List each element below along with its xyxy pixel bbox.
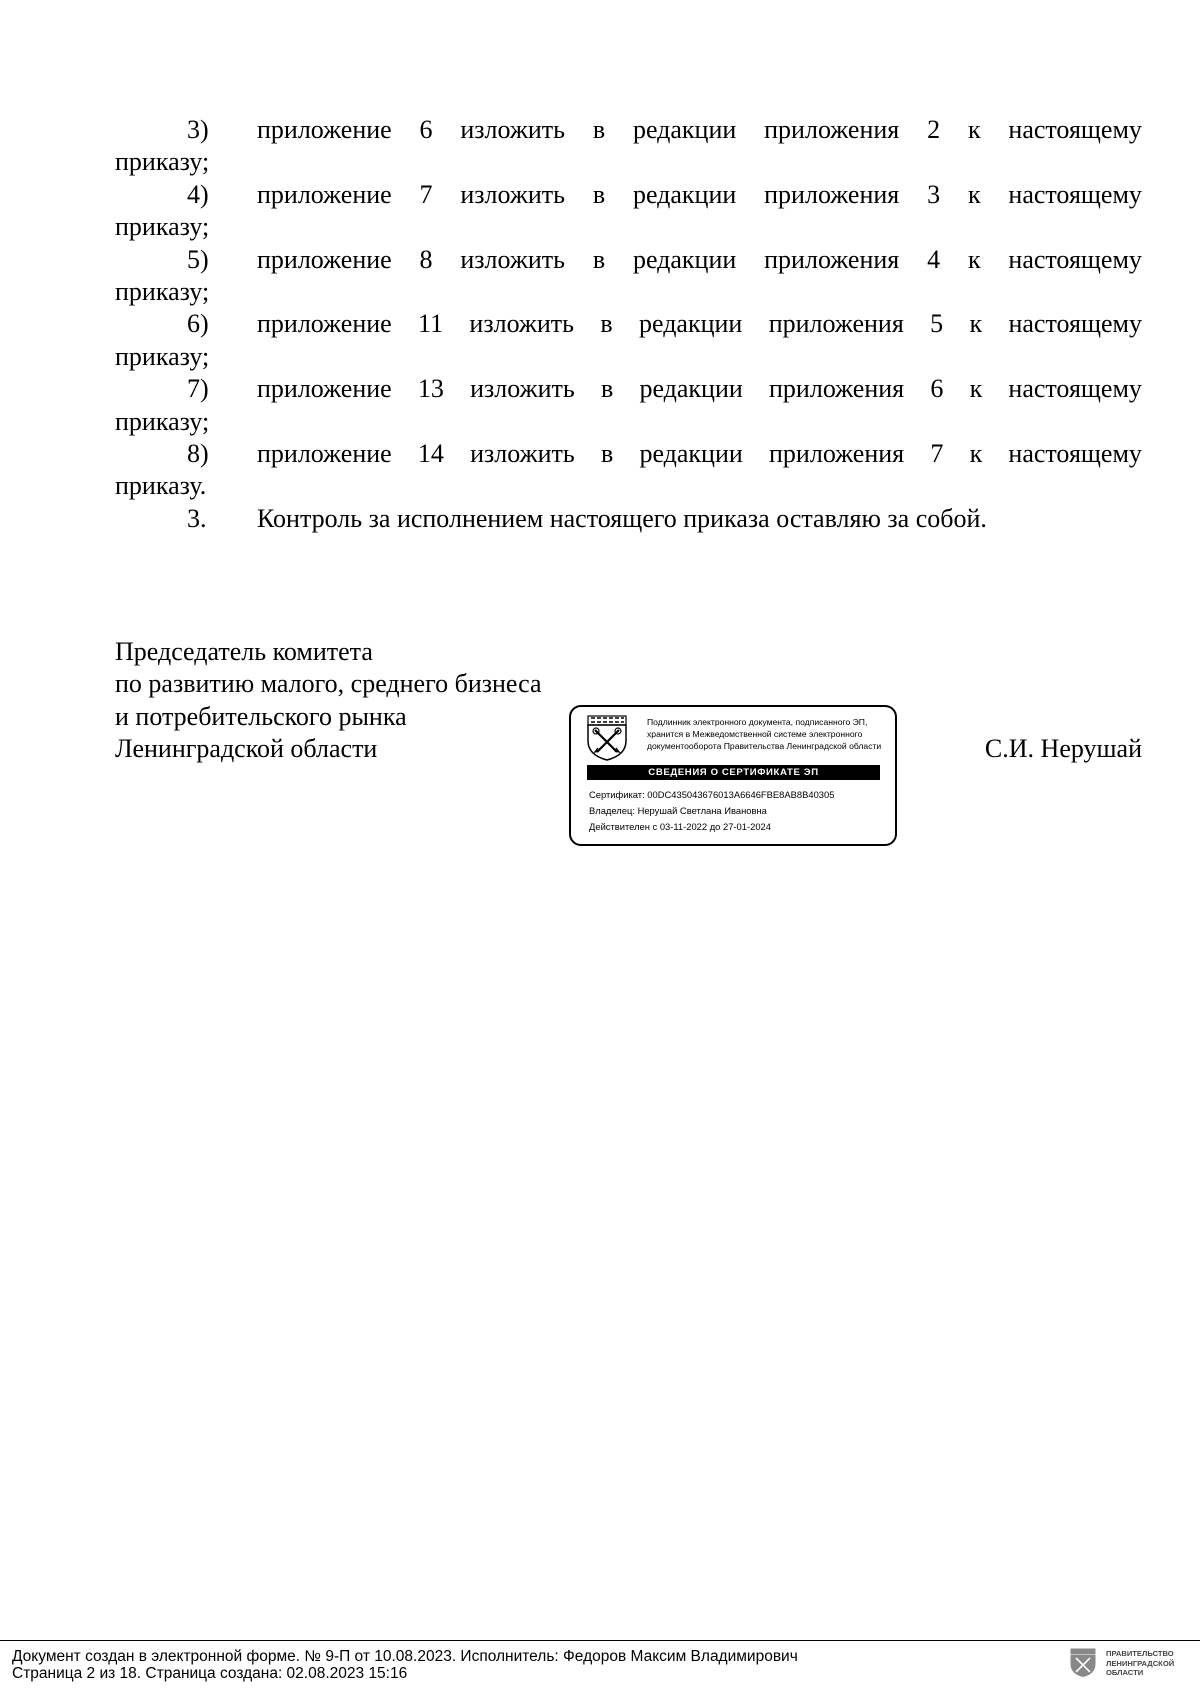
stamp-note-line: Подлинник электронного документа, подписанного ЭП, (647, 717, 868, 727)
list-item-word: приложения (764, 179, 900, 209)
list-item-continuation: приказу; (115, 406, 210, 436)
list-item-word: к (969, 374, 983, 404)
stamp-header-bar: СВЕДЕНИЯ О СЕРТИФИКАТЕ ЭП (587, 765, 880, 780)
list-item-word: приложения (769, 374, 905, 404)
list-item (115, 179, 1142, 244)
list-item-word: изложить (460, 115, 565, 144)
list-item-continuation: приказу; (115, 147, 210, 177)
list-item-word: редакции (639, 309, 743, 339)
certificate-number: Сертификат: 00DC435043676013A6646FBE8AB8B40305 (589, 789, 835, 800)
list-item-word: редакции (632, 115, 737, 144)
list-item-text (257, 438, 1142, 470)
list-item-word: к (969, 309, 983, 339)
list-item-word: 6 (930, 374, 944, 404)
list-item-word: настоящему (1008, 244, 1142, 274)
list-item-word: изложить (460, 179, 565, 209)
list-item-line (115, 244, 1142, 276)
list-item-word: в (592, 244, 606, 274)
list-item-continuation: приказу. (115, 471, 207, 501)
list-item-word: 14 (417, 439, 444, 469)
government-logo-icon (1070, 1648, 1096, 1678)
list-item (115, 308, 1142, 373)
stamp-note-line: хранится в Межведомственной системе электронного (647, 729, 863, 739)
stamp-note (647, 716, 893, 752)
list-item-word: приложение (257, 244, 392, 274)
list-item-text (257, 244, 1142, 276)
numbered-list (115, 114, 1142, 535)
list-item-word: приложение (257, 179, 392, 209)
list-item-word: изложить (470, 439, 575, 469)
list-item-word: приложение (257, 374, 392, 404)
list-item-continuation: приказу; (115, 341, 210, 371)
list-item-word: настоящему (1008, 374, 1142, 404)
list-item-word: 6 (419, 115, 433, 144)
list-item-word: в (600, 439, 614, 469)
list-item-word: настоящему (1008, 309, 1142, 339)
list-item-word: к (967, 244, 981, 274)
list-item-word: в (600, 309, 613, 339)
list-item-word: 13 (417, 374, 444, 404)
list-item (115, 244, 1142, 309)
list-item-text (257, 308, 1142, 340)
list-item-word: редакции (632, 179, 737, 209)
stamp-details (589, 787, 834, 835)
list-item-word: в (600, 374, 614, 404)
footer-org-line: ПРАВИТЕЛЬСТВО (1106, 1649, 1174, 1658)
list-item (115, 114, 1142, 179)
list-item (115, 438, 1142, 503)
footer-line-2: Страница 2 из 18. Страница создана: 02.08.2023 15:16 (12, 1665, 408, 1682)
list-item-word: приложения (769, 439, 905, 469)
list-item-line (115, 179, 1142, 211)
list-item-line (115, 373, 1142, 405)
signature-line: Председатель комитета (115, 637, 373, 666)
list-item-continuation: приказу; (115, 277, 210, 307)
list-item-number: 6) (187, 309, 209, 339)
list-item-word: изложить (469, 309, 575, 339)
list-item-word: изложить (470, 374, 575, 404)
footer-text (12, 1648, 798, 1682)
list-item-word: 8 (419, 244, 433, 274)
list-item-text (257, 114, 1142, 146)
list-item-word: приложение (257, 115, 392, 144)
final-item-text: Контроль за исполнением настоящего приказа оставляю за собой. (257, 503, 987, 533)
list-item-word: 4 (927, 244, 941, 274)
list-item-word: 2 (927, 115, 941, 144)
list-item-word: изложить (460, 244, 565, 274)
list-item-number: 3) (187, 115, 209, 144)
list-item-word: приложение (257, 309, 392, 339)
footer-divider (0, 1640, 1200, 1641)
list-item-word: настоящему (1008, 439, 1142, 469)
list-item-number: 5) (187, 244, 209, 274)
list-item-word: редакции (632, 244, 737, 274)
list-item-word: 7 (930, 439, 944, 469)
signature-block (115, 636, 542, 766)
list-item-word: к (969, 439, 983, 469)
coat-of-arms-icon (587, 715, 627, 761)
list-item-word: настоящему (1008, 179, 1142, 209)
footer-line-1: Документ создан в электронной форме. № 9-П от 10.08.2023. Исполнитель: Федоров Максим Владимирович (12, 1648, 798, 1665)
list-item-number: 7) (187, 374, 209, 404)
signature-line: по развитию малого, среднего бизнеса (115, 669, 542, 699)
list-item-word: настоящему (1008, 115, 1142, 144)
footer-org-line: ЛЕНИНГРАДСКОЙ (1106, 1658, 1175, 1668)
list-item-word: в (592, 179, 606, 209)
list-item-word: редакции (639, 439, 743, 469)
signature-line: Ленинградской области (115, 734, 378, 764)
list-item-word: приложения (764, 244, 900, 274)
list-item-word: приложение (257, 439, 392, 469)
list-item-continuation: приказу; (115, 212, 210, 242)
list-item (115, 373, 1142, 438)
list-item-word: приложения (764, 115, 900, 144)
stamp-note-line: документооборота Правительства Ленинградской области (647, 741, 882, 751)
list-item-word: 5 (930, 309, 944, 339)
list-item-number: 4) (187, 179, 209, 209)
list-item-word: к (967, 115, 981, 144)
certificate-validity: Действителен с 03-11-2022 до 27-01-2024 (589, 821, 771, 832)
list-item-word: 11 (418, 309, 444, 339)
list-item-word: в (592, 115, 606, 144)
list-item-word: к (967, 179, 981, 209)
list-item-word: 3 (927, 179, 941, 209)
final-paragraph (115, 503, 1142, 535)
list-item-number: 8) (187, 439, 209, 469)
list-item-line (115, 308, 1142, 340)
list-item-text (257, 373, 1142, 405)
list-item-line (115, 438, 1142, 470)
list-item-text (257, 179, 1142, 211)
list-item-word: приложения (768, 309, 904, 339)
footer-organization (1106, 1649, 1174, 1678)
signer-name: С.И. Нерушай (984, 734, 1142, 763)
footer-org-line: ОБЛАСТИ (1106, 1668, 1144, 1677)
electronic-signature-stamp (569, 705, 897, 846)
list-item-word: 7 (419, 179, 433, 209)
list-item-line (115, 114, 1142, 146)
signature-line: и потребительского рынка (115, 701, 407, 731)
certificate-owner: Владелец: Нерушай Светлана Ивановна (589, 805, 767, 816)
list-item-word: редакции (639, 374, 743, 404)
final-item-number: 3. (187, 503, 207, 533)
